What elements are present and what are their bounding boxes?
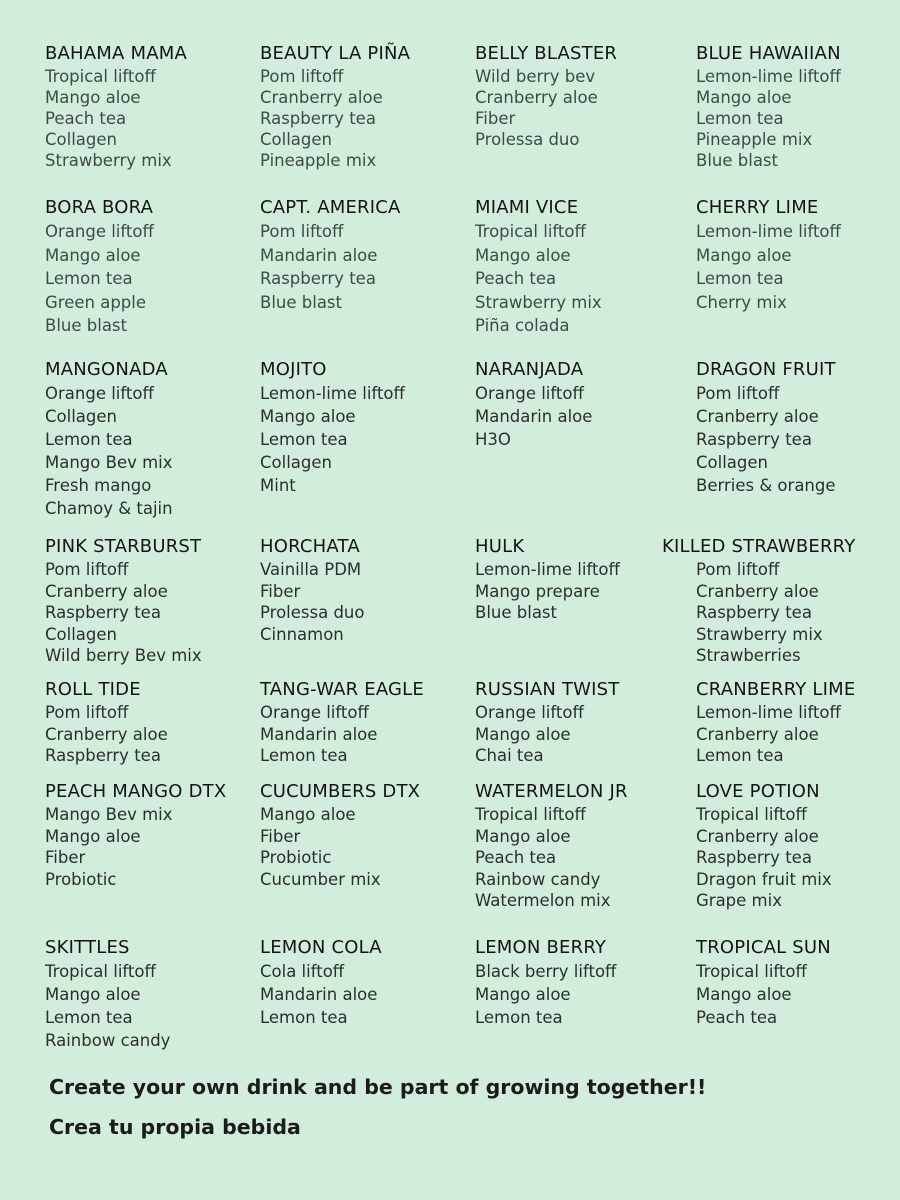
ingredient-item: Vainilla PDM: [260, 560, 362, 579]
drink-card: [475, 536, 685, 624]
ingredient-item: Cranberry aloe: [696, 826, 819, 846]
drink-card: [696, 679, 900, 767]
ingredient-list: [45, 702, 255, 767]
ingredient-list: [260, 220, 470, 314]
ingredient-item: Collagen: [696, 453, 768, 472]
ingredient-item: Orange liftoff: [45, 222, 154, 241]
ingredient-item: Lemon tea: [260, 430, 348, 449]
ingredient-item: Blue blast: [696, 151, 778, 170]
drink-card: [45, 536, 255, 667]
drink-name: MIAMI VICE: [475, 197, 579, 218]
ingredient-item: Pineapple mix: [696, 130, 813, 149]
ingredient-item: Raspberry tea: [260, 109, 376, 128]
ingredient-item: Lemon-lime liftoff: [260, 384, 405, 403]
ingredient-item: Wild berry Bev mix: [45, 646, 202, 665]
ingredient-list: [696, 804, 900, 912]
ingredient-list: [45, 804, 255, 890]
ingredient-list: [475, 220, 685, 338]
ingredient-list: [696, 960, 900, 1029]
drink-name: BEAUTY LA PIÑA: [260, 43, 411, 64]
ingredient-item: Collagen: [260, 453, 332, 472]
drink-card: [475, 679, 685, 767]
ingredient-list: [260, 382, 470, 497]
ingredient-item: Raspberry tea: [696, 430, 812, 449]
drink-name: DRAGON FRUIT: [696, 359, 836, 380]
ingredient-item: Piña colada: [475, 316, 570, 335]
drink-name: TANG-WAR EAGLE: [260, 679, 424, 700]
drink-card: [475, 359, 685, 451]
ingredient-list: [475, 702, 685, 767]
ingredient-item: Mango Bev mix: [45, 453, 173, 472]
ingredient-list: [45, 559, 255, 667]
drink-card: [45, 937, 255, 1052]
ingredient-item: Mint: [260, 476, 296, 495]
ingredient-list: [475, 66, 685, 150]
ingredient-item: Lemon tea: [696, 109, 784, 128]
ingredient-item: Strawberry mix: [696, 624, 823, 644]
ingredient-list: [45, 66, 255, 171]
drink-name: BELLY BLASTER: [475, 43, 618, 64]
ingredient-item: Lemon-lime liftoff: [696, 703, 841, 722]
ingredient-list: [260, 559, 470, 645]
ingredient-item: Blue blast: [45, 316, 127, 335]
drink-card: [45, 781, 255, 890]
ingredient-item: Raspberry tea: [45, 746, 161, 765]
drink-name: LOVE POTION: [696, 781, 820, 802]
ingredient-item: Black berry liftoff: [475, 962, 617, 981]
ingredient-item: Green apple: [45, 292, 147, 312]
ingredient-item: Cranberry aloe: [260, 88, 383, 107]
ingredient-item: Strawberry mix: [475, 292, 602, 312]
ingredient-item: Lemon tea: [45, 269, 133, 288]
ingredient-list: [260, 804, 470, 890]
ingredient-list: [45, 382, 255, 520]
ingredient-item: Fiber: [260, 581, 301, 601]
ingredient-item: Pom liftoff: [696, 560, 780, 579]
ingredient-list: [475, 559, 685, 624]
ingredient-item: Lemon-lime liftoff: [696, 67, 841, 86]
ingredient-item: Mango aloe: [45, 245, 141, 265]
ingredient-item: Blue blast: [260, 292, 342, 312]
ingredient-item: Pom liftoff: [260, 67, 344, 86]
ingredient-item: Orange liftoff: [45, 384, 154, 403]
drink-name: KILLED STRAWBERRY: [662, 536, 856, 557]
ingredient-item: Mango aloe: [45, 826, 141, 846]
ingredient-item: Chamoy & tajin: [45, 499, 173, 518]
ingredient-item: Cucumber mix: [260, 869, 381, 889]
ingredient-item: Mango aloe: [475, 826, 571, 846]
ingredient-item: Cranberry aloe: [45, 581, 168, 601]
drink-card: [45, 679, 255, 767]
ingredient-item: Lemon tea: [475, 1008, 563, 1027]
drink-card: [260, 43, 470, 171]
ingredient-item: Mango aloe: [45, 88, 141, 107]
ingredient-item: Grape mix: [696, 891, 782, 910]
ingredient-list: [475, 804, 685, 912]
ingredient-list: [475, 382, 685, 451]
drink-card: [260, 359, 470, 497]
ingredient-list: [696, 702, 900, 767]
ingredient-item: Cranberry aloe: [475, 88, 598, 107]
ingredient-item: Rainbow candy: [475, 869, 601, 889]
drink-card: [696, 43, 900, 171]
drink-name: MOJITO: [260, 359, 327, 380]
ingredient-item: Berries & orange: [696, 476, 836, 495]
drink-name: NARANJADA: [475, 359, 584, 380]
ingredient-item: Wild berry bev: [475, 67, 596, 86]
footer-tagline-spanish: Crea tu propia bebida: [49, 1115, 301, 1139]
drink-name: TROPICAL SUN: [696, 937, 831, 958]
ingredient-list: [260, 66, 470, 171]
ingredient-item: Lemon tea: [260, 1008, 348, 1027]
ingredient-item: Mango Bev mix: [45, 805, 173, 824]
ingredient-item: Peach tea: [475, 848, 557, 867]
drink-card: [696, 937, 900, 1029]
ingredient-item: Lemon tea: [696, 269, 784, 288]
ingredient-item: Mango prepare: [475, 581, 600, 601]
ingredient-item: Mandarin aloe: [260, 724, 378, 744]
ingredient-item: Cranberry aloe: [696, 581, 819, 601]
ingredient-item: Cranberry aloe: [45, 724, 168, 744]
ingredient-item: Pom liftoff: [45, 560, 129, 579]
ingredient-item: Tropical liftoff: [45, 67, 156, 86]
drink-name: BAHAMA MAMA: [45, 43, 187, 64]
footer-tagline: Create your own drink and be part of growing together!!: [49, 1075, 707, 1099]
ingredient-item: Rainbow candy: [45, 1031, 171, 1050]
ingredient-item: Tropical liftoff: [696, 962, 807, 981]
ingredient-list: [696, 220, 900, 314]
ingredient-item: Orange liftoff: [260, 703, 369, 722]
ingredient-item: Strawberry mix: [45, 151, 172, 170]
drink-name: HORCHATA: [260, 536, 360, 557]
ingredient-item: Tropical liftoff: [696, 805, 807, 824]
ingredient-item: Collagen: [45, 624, 117, 644]
drink-name: PEACH MANGO DTX: [45, 781, 227, 802]
ingredient-item: Mandarin aloe: [260, 985, 378, 1004]
ingredient-item: Cola liftoff: [260, 962, 345, 981]
drink-card: [475, 781, 685, 912]
ingredient-item: Pom liftoff: [45, 703, 129, 722]
ingredient-item: Mango aloe: [475, 724, 571, 744]
ingredient-item: Tropical liftoff: [475, 805, 586, 824]
drink-name: CAPT. AMERICA: [260, 197, 401, 218]
ingredient-item: Lemon tea: [45, 430, 133, 449]
drink-card: [662, 536, 900, 667]
drink-card: [260, 937, 470, 1029]
drink-name: ROLL TIDE: [45, 679, 141, 700]
drink-name: PINK STARBURST: [45, 536, 202, 557]
drink-card: [45, 359, 255, 520]
ingredient-item: Mango aloe: [696, 88, 792, 107]
ingredient-item: Lemon tea: [260, 746, 348, 765]
drink-name: CUCUMBERS DTX: [260, 781, 421, 802]
drink-card: [260, 536, 470, 645]
drink-card: [475, 937, 685, 1029]
ingredient-item: Pom liftoff: [696, 384, 780, 403]
ingredient-item: Peach tea: [696, 1008, 778, 1027]
ingredient-item: Peach tea: [475, 269, 557, 288]
ingredient-item: Chai tea: [475, 746, 544, 765]
ingredient-item: Strawberries: [696, 646, 801, 665]
ingredient-item: Mango aloe: [475, 985, 571, 1004]
ingredient-list: [260, 702, 470, 767]
ingredient-item: Tropical liftoff: [475, 222, 586, 241]
drink-name: MANGONADA: [45, 359, 168, 380]
ingredient-item: Mandarin aloe: [475, 407, 593, 426]
ingredient-item: Orange liftoff: [475, 703, 584, 722]
drink-name: WATERMELON JR: [475, 781, 628, 802]
ingredient-item: Watermelon mix: [475, 891, 611, 910]
ingredient-item: Fiber: [45, 848, 86, 867]
ingredient-list: [696, 382, 900, 497]
drink-card: [260, 781, 470, 890]
drink-name: HULK: [475, 536, 525, 557]
ingredient-item: Fiber: [475, 109, 516, 128]
ingredient-list: [45, 960, 255, 1052]
ingredient-list: [45, 220, 255, 338]
ingredient-item: Probiotic: [45, 869, 117, 889]
ingredient-item: Mango aloe: [475, 245, 571, 265]
drink-name: SKITTLES: [45, 937, 130, 958]
ingredient-item: Raspberry tea: [260, 269, 376, 288]
drink-card: [696, 359, 900, 497]
ingredient-item: Mango aloe: [260, 407, 356, 426]
ingredient-item: Cranberry aloe: [696, 407, 819, 426]
ingredient-item: Cherry mix: [696, 292, 787, 312]
ingredient-item: Mango aloe: [45, 985, 141, 1004]
ingredient-item: Collagen: [45, 407, 117, 426]
drink-card: [475, 197, 685, 338]
drink-card: [45, 197, 255, 338]
ingredient-item: Probiotic: [260, 848, 332, 867]
ingredient-list: [475, 960, 685, 1029]
drink-card: [475, 43, 685, 150]
ingredient-item: Cranberry aloe: [696, 724, 819, 744]
drink-card: [45, 43, 255, 171]
ingredient-list: [696, 66, 900, 171]
ingredient-item: Raspberry tea: [696, 848, 812, 867]
ingredient-item: Collagen: [260, 130, 332, 149]
drink-name: BLUE HAWAIIAN: [696, 43, 841, 64]
drink-card: [696, 197, 900, 314]
ingredient-list: [696, 559, 900, 667]
ingredient-item: Peach tea: [45, 109, 127, 128]
ingredient-item: Blue blast: [475, 603, 557, 622]
ingredient-item: Mandarin aloe: [260, 245, 378, 265]
ingredient-item: Lemon-lime liftoff: [696, 222, 841, 241]
ingredient-item: Lemon-lime liftoff: [475, 560, 620, 579]
ingredient-item: Pom liftoff: [260, 222, 344, 241]
ingredient-item: Tropical liftoff: [45, 962, 156, 981]
ingredient-item: Lemon tea: [45, 1008, 133, 1027]
drink-card: [260, 679, 470, 767]
ingredient-list: [260, 960, 470, 1029]
ingredient-item: Fiber: [260, 826, 301, 846]
ingredient-item: Orange liftoff: [475, 384, 584, 403]
ingredient-item: Cinnamon: [260, 624, 344, 644]
ingredient-item: Mango aloe: [696, 985, 792, 1004]
drink-card: [696, 781, 900, 912]
ingredient-item: Dragon fruit mix: [696, 869, 832, 889]
ingredient-item: Mango aloe: [260, 805, 356, 824]
ingredient-item: Fresh mango: [45, 476, 152, 495]
ingredient-item: Lemon tea: [696, 746, 784, 765]
ingredient-item: Pineapple mix: [260, 151, 377, 170]
ingredient-item: Raspberry tea: [45, 603, 161, 622]
drink-name: LEMON COLA: [260, 937, 382, 958]
ingredient-item: Prolessa duo: [260, 603, 365, 622]
drink-name: CRANBERRY LIME: [696, 679, 856, 700]
ingredient-item: Raspberry tea: [696, 603, 812, 622]
ingredient-item: Prolessa duo: [475, 130, 580, 149]
drink-name: CHERRY LIME: [696, 197, 819, 218]
ingredient-item: Collagen: [45, 130, 117, 149]
drink-name: LEMON BERRY: [475, 937, 607, 958]
drink-name: BORA BORA: [45, 197, 154, 218]
ingredient-item: Mango aloe: [696, 245, 792, 265]
drink-name: RUSSIAN TWIST: [475, 679, 620, 700]
ingredient-item: H3O: [475, 430, 511, 449]
drink-card: [260, 197, 470, 314]
